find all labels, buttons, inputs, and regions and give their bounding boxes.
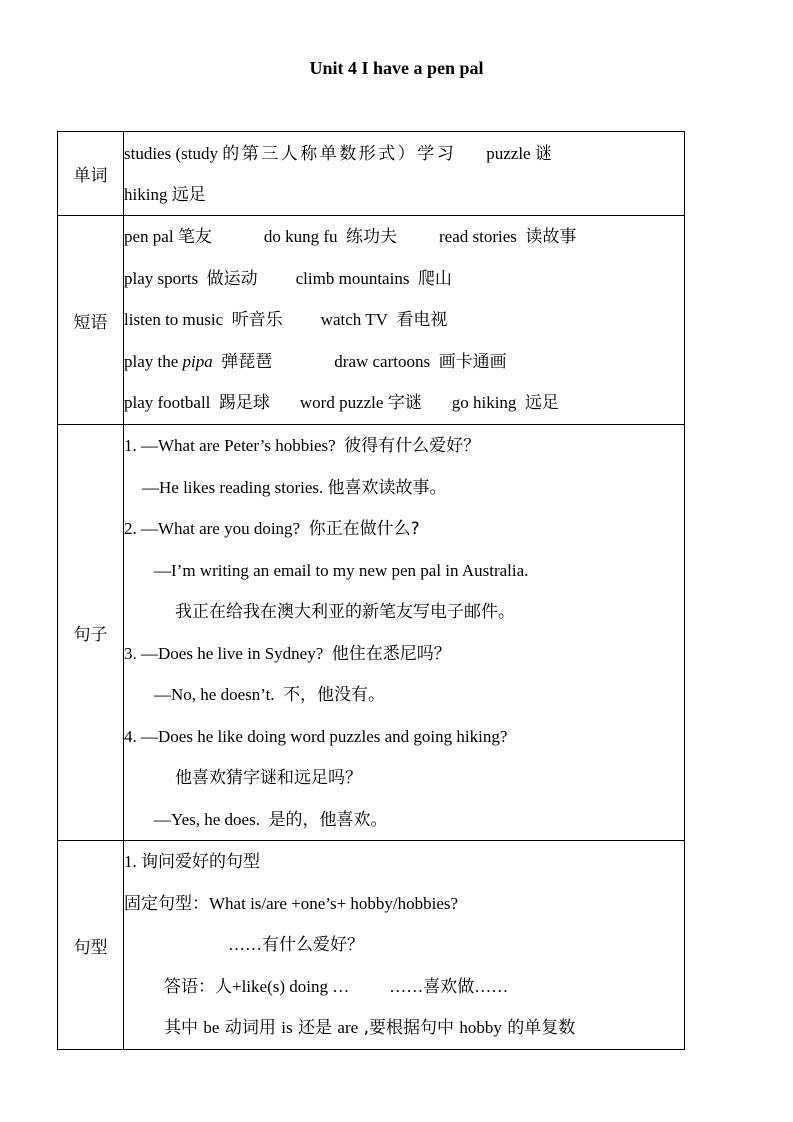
phrases-content bbox=[124, 216, 685, 425]
pattern-zh: 其中 bbox=[164, 1018, 204, 1039]
word-en: studies (study bbox=[124, 143, 223, 163]
sentence-zh: 他喜欢读故事。 bbox=[327, 477, 447, 498]
sentence-line bbox=[124, 633, 684, 675]
sentence-line bbox=[124, 508, 684, 550]
words-content bbox=[124, 132, 685, 216]
phrase-en: pen pal bbox=[124, 227, 174, 247]
phrase-zh: 字谜 bbox=[387, 393, 422, 414]
table-row-sentences bbox=[58, 425, 685, 841]
phrase-zh: 画卡通画 bbox=[438, 351, 507, 372]
phrase-en: play the bbox=[124, 351, 179, 371]
phrase-line bbox=[124, 299, 684, 341]
pattern-text: hobby bbox=[459, 1018, 502, 1038]
pattern-zh: 动词用 bbox=[219, 1018, 282, 1039]
pattern-zh: 还是 bbox=[292, 1018, 338, 1039]
pattern-text: +like(s) doing … bbox=[232, 976, 350, 996]
pattern-line bbox=[124, 1007, 684, 1049]
sentence-en: —He likes reading stories. bbox=[142, 477, 324, 497]
sentence-en: 2. —What are you doing? bbox=[124, 519, 301, 538]
pattern-text: be bbox=[203, 1018, 220, 1038]
phrase-en-italic: pipa bbox=[182, 351, 213, 371]
row-label-phrases: 短语 bbox=[58, 216, 124, 425]
pattern-line bbox=[124, 966, 684, 1008]
sentence-line bbox=[124, 674, 684, 716]
sentence-en: —Yes, he does. bbox=[154, 809, 260, 829]
phrase-line bbox=[124, 258, 684, 300]
pattern-zh: 询问爱好的句型 bbox=[141, 852, 260, 873]
pattern-text: are bbox=[337, 1018, 359, 1038]
phrase-zh: 听音乐 bbox=[231, 310, 283, 331]
table-row-patterns bbox=[58, 841, 685, 1050]
table-row-words bbox=[58, 132, 685, 216]
pattern-text: What is/are +one’s+ hobby/hobbies? bbox=[209, 893, 459, 913]
pattern-zh: 的单复数 bbox=[501, 1018, 576, 1039]
phrase-en: do kung fu bbox=[263, 227, 338, 247]
sentence-zh: 彼得有什么爱好？ bbox=[344, 436, 481, 456]
phrase-en: play sports bbox=[124, 268, 199, 288]
phrase-zh: 看电视 bbox=[396, 310, 448, 331]
phrase-line bbox=[124, 216, 684, 258]
phrase-zh: 读故事 bbox=[525, 227, 577, 248]
phrase-en: word puzzle bbox=[299, 393, 384, 413]
phrase-zh: 远足 bbox=[524, 393, 559, 414]
document-title: Unit 4 I have a pen pal bbox=[309, 58, 484, 78]
sentence-line bbox=[124, 467, 684, 509]
pattern-text: …… bbox=[228, 935, 262, 955]
sentence-line bbox=[124, 757, 684, 799]
pattern-text: …… bbox=[389, 976, 424, 996]
pattern-text: 1. bbox=[124, 852, 141, 872]
pattern-zh: 固定句型： bbox=[124, 893, 209, 914]
vocabulary-table bbox=[57, 131, 685, 1050]
phrase-zh: 练功夫 bbox=[346, 227, 397, 248]
sentence-line bbox=[124, 799, 684, 841]
sentence-zh: 是的，他喜欢。 bbox=[268, 809, 388, 830]
pattern-line bbox=[124, 924, 684, 966]
sentence-en: 3. —Does he live in Sydney? bbox=[124, 643, 324, 663]
word-zh: 谜 bbox=[534, 143, 552, 164]
pattern-line bbox=[124, 883, 684, 925]
phrase-en: read stories bbox=[439, 227, 517, 247]
phrase-en: watch TV bbox=[320, 310, 388, 330]
pattern-text: is bbox=[281, 1018, 293, 1038]
phrase-zh: 爬山 bbox=[417, 268, 452, 289]
phrase-en: draw cartoons bbox=[334, 351, 431, 371]
phrase-zh: 弹琵琶 bbox=[221, 351, 273, 372]
sentence-line bbox=[124, 716, 684, 758]
row-label-patterns: 句型 bbox=[58, 841, 124, 1050]
pattern-zh: 有什么爱好？ bbox=[262, 935, 364, 956]
pattern-zh: 答语：人 bbox=[164, 976, 232, 997]
sentence-line bbox=[124, 425, 684, 467]
word-en: hiking bbox=[124, 184, 172, 204]
row-label-words: 单词 bbox=[58, 132, 124, 216]
sentence-en: 1. —What are Peter’s hobbies? bbox=[124, 436, 336, 455]
sentence-en: —I’m writing an email to my new pen pal in Australia. bbox=[154, 560, 529, 580]
phrase-en: listen to music bbox=[124, 310, 224, 330]
words-line-1 bbox=[124, 133, 684, 174]
sentence-zh: 我正在给我在澳大利亚的新笔友写电子邮件。 bbox=[175, 602, 515, 622]
word-zh: 远足 bbox=[171, 184, 206, 205]
words-line-2 bbox=[124, 174, 684, 215]
sentence-zh: 他喜欢猜字谜和远足吗？ bbox=[175, 768, 362, 788]
pattern-line bbox=[124, 841, 684, 883]
pattern-zh: 喜欢做 bbox=[423, 976, 475, 997]
sentence-zh: 你正在做什么? bbox=[308, 519, 420, 539]
row-label-sentences: 句子 bbox=[58, 425, 124, 841]
table-row-phrases bbox=[58, 216, 685, 425]
word-en: puzzle bbox=[486, 143, 535, 163]
phrase-en: climb mountains bbox=[295, 268, 410, 288]
patterns-content bbox=[124, 841, 685, 1050]
phrase-line bbox=[124, 382, 684, 424]
phrase-zh: 踢足球 bbox=[218, 393, 270, 414]
phrase-zh: 笔友 bbox=[177, 227, 212, 248]
sentence-line bbox=[124, 591, 684, 633]
sentence-zh: 他住在悉尼吗？ bbox=[331, 643, 451, 664]
sentence-zh: 不，他没有。 bbox=[283, 685, 386, 705]
pattern-text: …… bbox=[474, 976, 509, 996]
sentence-en: —No, he doesn’t. bbox=[154, 685, 275, 704]
phrase-en: go hiking bbox=[451, 393, 517, 413]
sentences-content bbox=[124, 425, 685, 841]
sentence-line bbox=[124, 550, 684, 592]
sentence-en: 4. —Does he like doing word puzzles and going hiking? bbox=[124, 726, 508, 746]
phrase-zh: 做运动 bbox=[206, 268, 258, 289]
pattern-zh: ,要根据句中 bbox=[358, 1018, 460, 1039]
phrase-line bbox=[124, 341, 684, 383]
phrase-en: play football bbox=[124, 393, 211, 413]
word-zh: 的第三人称单数形式）学习 bbox=[222, 143, 457, 164]
